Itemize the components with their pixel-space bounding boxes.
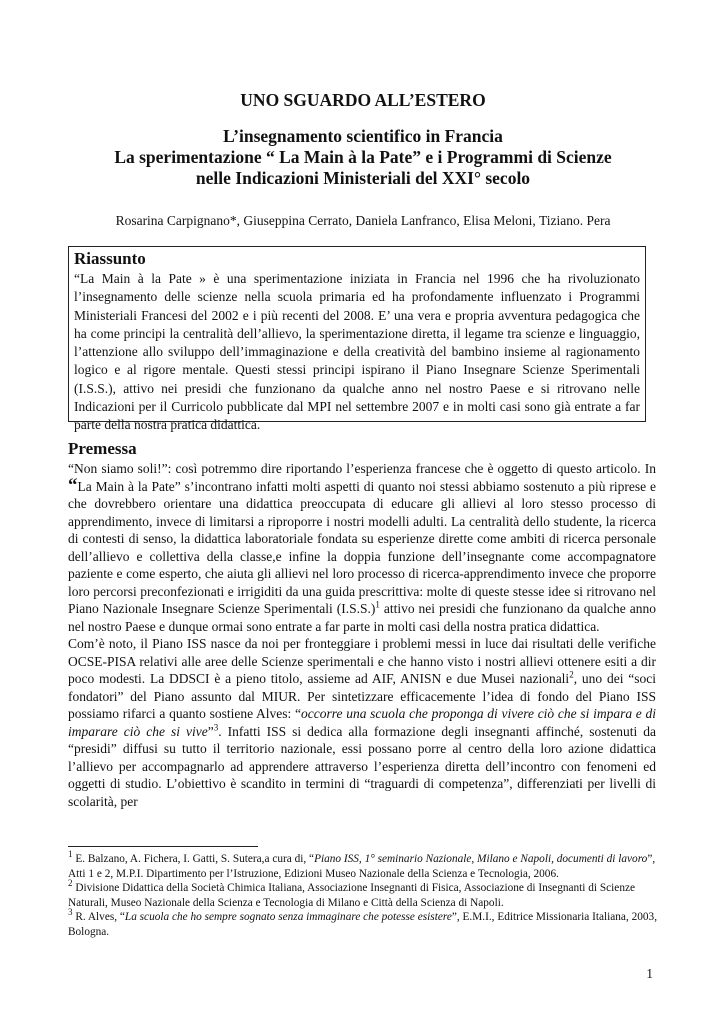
footnote-2-number: 2 [68, 878, 73, 889]
premessa-heading: Premessa [68, 439, 137, 458]
footnote-1-title: Piano ISS, 1° seminario Nazionale, Milano e Napoli, documenti di lavoro [314, 853, 648, 865]
premessa-p2-close-quote: ” [207, 723, 214, 739]
footnote-divider [68, 846, 258, 847]
article-title-line-3: nelle Indicazioni Ministeriali del XXI° secolo [195, 168, 531, 188]
premessa-p1-part-c: attivo nei presidi che funzionano da qualche anno nel nostro Paese e dunque ormai sono entrate a far parte in molti casi della nostra pratica didattica. [68, 601, 656, 634]
footnote-3-text-b: ”, E.M.I., Editrice Missionaria Italiana, 2003, Bologna. [68, 911, 658, 938]
footnote-ref-2[interactable]: 2 [569, 669, 574, 680]
authors: Rosarina Carpignano*, Giuseppina Cerrato, Daniela Lanfranco, Elisa Meloni, Tiziano. Pera [115, 213, 611, 228]
abstract-text: “La Main à la Pate » è una sperimentazione iniziata in Francia nel 1996 che ha rivoluzionato l’insegnamento delle scienze nella scuola primaria ed ha profondamente influenzato i Programmi Ministeriali Francesi del 2002 e i più recenti del 2008. E’ una vera e propria avventura pedagogica che ha come principi la centralità dell’allievo, la sperimentazione diretta, il legame tra scienze e linguaggio, l’attenzione allo sviluppo dell’immaginazione e della creatività del bambino insieme al ragionamento logico e al rigore mentale. Questi stessi principi ispirano il Piano Insegnare Scienze Sperimentali (I.S.S.), attivo nei presidi che funzionano da qualche anno nel nostro Paese e si ritrovano nelle Indicazioni per il Curricolo pubblicate dal MPI nel settembre 2007 e in molti casi sono già entrate a far parte della nostra pratica didattica. [74, 271, 640, 433]
footnote-3-number: 3 [68, 907, 73, 918]
article-title-line-1: L’insegnamento scientifico in Francia [223, 126, 503, 146]
footnote-3-text-a: R. Alves, “ [72, 911, 125, 924]
footnote-1-text-b: ”, Atti 1 e 2, M.P.I. Dipartimento per l’Istruzione, Edizioni Museo Nazionale della Scienza e Tecnologia, 2006. [68, 853, 656, 880]
abstract-heading: Riassunto [74, 249, 146, 268]
alves-quote: occorre una scuola che proponga di vivere ciò che si impara e di imparare ciò che si vive [68, 706, 656, 739]
footnote-1-number: 1 [68, 849, 73, 860]
footnote-3 [68, 907, 658, 939]
abstract-box [68, 246, 646, 433]
premessa-p1-part-b: La Main à la Pate” s’incontrano infatti molti aspetti di quanto noi stessi abbiamo sostenuto a più riprese e che dovrebbero orientare una didattica preoccupata di educare gli allievi al loro stesso processo di apprendimento, invece di limitarsi a riproporre i nostri modelli adulti. La centralità dello studente, la ricerca di contesti di senso, la didattica laboratoriale fondata su esperienze dirette come ambiti di ricerca personale dell’allievo e collettiva della classe,e infine la doppia funzione dell’insegnante come accompagnatore paziente e come esperto, che aiuta gli allievi nel loro processo di ricerca-apprendimento invece che proporre loro percorsi preconfezionati e irrigiditi da una guida prescrittiva: molte di queste stesse idee si ritrovano nel Piano Nazionale Insegnare Scienze Sperimentali (I.S.S.) [68, 478, 656, 616]
article-title-line-2: La sperimentazione “ La Main à la Pate” e i Programmi di Scienze [114, 147, 612, 167]
page-number: 1 [646, 966, 653, 981]
footnote-1 [68, 849, 658, 881]
premessa-open-quote: “ [68, 474, 78, 496]
footnote-ref-1[interactable]: 1 [375, 599, 380, 610]
article-title [68, 126, 658, 189]
premessa-p1-part-a: “Non siamo soli!”: così potremmo dire riportando l’esperienza francese che è oggetto di questo articolo. In [68, 461, 656, 476]
premessa-p2-part-d: . Infatti ISS si dedica alla formazione degli insegnanti affinché, sostenuti da “presidi” diffusi su tutto il territorio nazionale, essi possano porre al centro della loro azione didattica l’allievo per accompagnarlo ad apprendere attraverso l’esperienza diretta dell’incontro con fenomeni ed oggetti di studio. L’obiettivo è scandito in termini di “traguardi di competenza”, differenziati per livelli di scolarità, per [68, 723, 656, 809]
footnote-ref-3[interactable]: 3 [213, 722, 219, 732]
footnote-2 [68, 878, 658, 910]
footnotes [68, 849, 658, 940]
premessa-body [68, 460, 656, 810]
footnote-1-text-a: E. Balzano, A. Fichera, I. Gatti, S. Sutera,a cura di, “ [72, 853, 315, 865]
footnote-3-title: La scuola che ho sempre sognato senza immaginare che potesse esistere [124, 911, 452, 924]
premessa-p2-part-a: Com’è noto, il Piano ISS nasce da noi per fronteggiare i problemi messi in luce dai risultati delle verifiche OCSE-PISA relativi alle aree delle Scienze sperimentali e che hanno visto i nostri allievi ottenere esiti a dir poco modesti. La DDSCI è a pieno titolo, assieme ad AIF, ANISN e due Musei nazionali [68, 636, 656, 686]
premessa-p2-part-b: , uno dei “soci fondatori” del Piano assunto dal MIUR. Per sintetizzare efficacemente l’idea di fondo del Piano ISS possiamo rifarci a quanto sostiene Alves: “ [68, 671, 657, 721]
section-title: UNO SGUARDO ALL’ESTERO [240, 90, 486, 110]
footnote-2-text: Divisione Didattica della Società Chimica Italiana, Associazione Insegnanti di Fisica, Associazione di Insegnanti di Scienze Naturali, Museo Nazionale della Scienza e Tecnologia di Milano e Città della Scienza di Napoli. [68, 882, 635, 909]
